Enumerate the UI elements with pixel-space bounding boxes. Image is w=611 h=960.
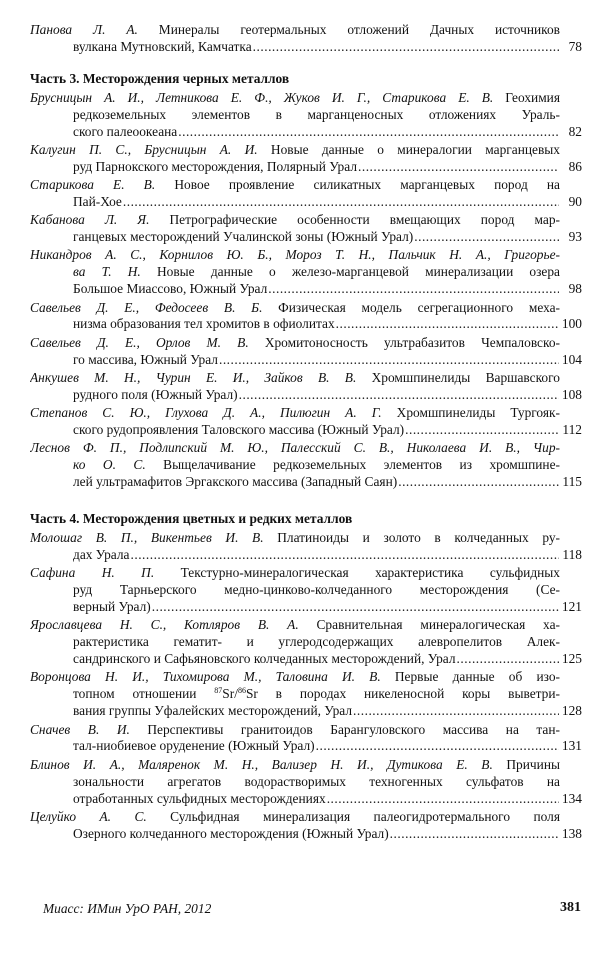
dot-leader (316, 738, 559, 755)
isotope-superscript: 87 (214, 686, 223, 696)
entry-title: дах Урала (73, 546, 130, 562)
entry-authors: Калугин П. С., Брусницын А. И. (30, 141, 258, 157)
dot-leader (268, 281, 559, 298)
toc-entry (30, 669, 582, 720)
entry-title: редкоземельных элементов в марганценосных отложениях Ураль- (73, 106, 560, 122)
entry-title: вулкана Мутновский, Камчатка (73, 38, 252, 54)
dot-leader (253, 39, 559, 56)
toc-entry (30, 212, 582, 246)
toc-entry (30, 247, 582, 298)
toc-entry (30, 335, 582, 369)
toc-entry (30, 530, 582, 564)
dot-leader (405, 422, 559, 439)
entry-title: зональности агрегатов водорастворимых техногенных сульфатов на (73, 773, 560, 789)
entry-authors: ко О. С. (73, 457, 146, 473)
entry-title: Геохимия (493, 89, 560, 105)
page-number: 381 (560, 900, 581, 915)
entry-title: верный Урал) (73, 599, 151, 614)
entry-authors: Сначев В. И. (30, 721, 130, 737)
dot-leader (123, 194, 559, 211)
toc-entry (30, 142, 582, 176)
entry-title: отработанных сульфидных месторождениях (73, 790, 326, 806)
entry-page-number: 82 (568, 123, 582, 139)
entry-authors: Брусницын А. И., Летникова Е. Ф., Жуков И. Г., Старикова Е. В. (30, 89, 494, 105)
entry-page-number: 100 (561, 316, 582, 332)
dot-leader (457, 651, 559, 668)
entry-page-number: 108 (561, 386, 582, 402)
toc-entry (30, 809, 582, 843)
entry-title: Новые данные о железо-марганцевой минерализации озера (140, 264, 560, 280)
entry-page-number: 125 (561, 651, 582, 667)
entry-authors: Целуйко А. С. (30, 808, 147, 824)
entry-title: Сравнительная минералогическая ха- (298, 617, 560, 633)
entry-authors: Воронцова Н. И., Тихомирова М., Таловина И. В. (30, 669, 381, 685)
entry-title: Физическая модель сегрегационного меха- (262, 299, 560, 315)
dot-leader (178, 124, 559, 141)
toc-entry (30, 565, 582, 616)
entry-title: Платиноиды и золото в колчеданных ру- (263, 529, 560, 545)
entry-title: Выщелачивание редкоземельных элементов из хромшпине- (145, 457, 560, 473)
toc-entry (30, 177, 582, 211)
dot-leader (398, 474, 559, 491)
entry-title: вания группы Уфалейских месторождений, Урал (73, 703, 353, 719)
entry-page-number: 98 (568, 281, 582, 297)
entry-title: низма образования тел хромитов в офиолитах (73, 316, 335, 332)
dot-leader (414, 229, 559, 246)
entry-title: Большое Миассово, Южный Урал (73, 281, 268, 297)
dot-leader (239, 387, 559, 404)
entry-title: Хромитоносность ультрабазитов Чемпаловско- (248, 334, 560, 350)
entry-page-number: 121 (561, 599, 582, 614)
dot-leader (152, 599, 559, 616)
entry-title: Пай-Хое (73, 193, 122, 209)
entry-title: рудного поля (Южный Урал) (73, 386, 238, 402)
entry-title: Петрографические особенности вмещающих пород мар- (149, 212, 560, 228)
entry-title: лей ультрамафитов Эргакского массива (Западный Саян) (73, 474, 398, 490)
entry-title: Перспективы гранитоидов Барангуловского массива на тан- (129, 721, 560, 737)
dot-leader (390, 826, 559, 843)
entry-title: го массива, Южный Урал (73, 351, 218, 367)
entry-authors: Молошаг В. П., Викентьев И. В. (30, 529, 264, 545)
section-heading: Часть 3. Месторождения черных металлов (30, 70, 290, 86)
entry-page-number: 104 (561, 351, 582, 367)
entry-title: руд Тарньерского медно-цинково-колчеданного месторождения (Се- (73, 582, 560, 598)
entry-page-number: 128 (561, 703, 582, 719)
toc-entry (30, 90, 582, 141)
entry-title: Текстурно-минералогическая характеристика сульфидных (154, 565, 560, 581)
entry-page-number: 134 (561, 790, 582, 806)
entry-page-number: 112 (562, 422, 582, 438)
entry-title: тал-ниобиевое оруденение (Южный Урал) (73, 738, 315, 754)
toc-entry (30, 722, 582, 756)
entry-title: Минералы геотермальных отложений Дачных источников (137, 22, 560, 37)
entry-title: Причины (492, 756, 560, 772)
entry-title: ского палеоокеана (73, 123, 178, 139)
entry-authors: Савельев Д. Е., Федосеев В. Б. (30, 299, 263, 315)
entry-title: Хромшпинелиды Варшавского (356, 369, 560, 385)
entry-title: топном отношении (73, 686, 215, 702)
dot-leader (336, 316, 559, 333)
entry-title: руд Парнокского месторождения, Полярный Урал (73, 158, 357, 174)
dot-leader (327, 791, 559, 808)
entry-authors: Панова Л. А. (30, 22, 138, 37)
dot-leader (358, 159, 559, 176)
dot-leader (219, 352, 559, 369)
toc-entry (30, 757, 582, 808)
publisher-footer: Миасс: ИМин УрО РАН, 2012 (43, 901, 212, 916)
entry-title: рактеристика гематит- и углеродсодержащих алевропелитов Алек- (73, 634, 560, 650)
toc-entry (30, 22, 582, 56)
entry-title: ского рудопроявления Таловского массива (Южный Урал) (73, 422, 405, 438)
entry-authors: Никандров А. С., Корнилов Ю. Б., Мороз Т. Н., Пальчик Н. А., Григорье- (30, 247, 560, 263)
entry-authors: Анкушев М. Н., Чурин Е. И., Зайков В. В. (30, 369, 357, 385)
entry-title: Sr/ (222, 686, 238, 702)
entry-page-number: 115 (562, 474, 582, 490)
entry-authors: Кабанова Л. Я. (30, 212, 150, 228)
entry-page-number: 78 (568, 38, 582, 54)
entry-authors: Савельев Д. Е., Орлов М. В. (30, 334, 249, 350)
dot-leader (353, 703, 559, 720)
entry-title: Сульфидная минерализация палеогидротермального поля (146, 808, 560, 824)
dot-leader (131, 547, 560, 564)
toc-entry (30, 405, 582, 439)
isotope-superscript: 86 (237, 686, 246, 696)
entry-title: Хромшпинелиды Тургояк- (381, 405, 560, 421)
table-of-contents (30, 22, 582, 843)
entry-authors: ва Т. Н. (73, 264, 141, 280)
entry-title: сандринского и Сафьяновского колчеданных месторождений, Урал (73, 651, 456, 667)
entry-title: Новые данные о минералогии марганцевых (257, 141, 560, 157)
entry-title: Новое проявление силикатных марганцевых пород на (155, 177, 560, 193)
entry-page-number: 93 (568, 229, 582, 245)
entry-authors: Старикова Е. В. (30, 177, 156, 193)
toc-entry (30, 440, 582, 491)
entry-page-number: 131 (561, 738, 582, 754)
entry-title: Первые данные об изо- (380, 669, 560, 685)
entry-authors: Ярославцева Н. С., Котляров В. А. (30, 617, 299, 633)
entry-authors: Степанов С. Ю., Глухова Д. А., Пилюгин А. Г. (30, 405, 382, 421)
toc-entry (30, 300, 582, 334)
entry-page-number: 86 (568, 158, 582, 174)
entry-title: Озерного колчеданного месторождения (Южный Урал) (73, 825, 389, 841)
entry-authors: Леснов Ф. П., Подлипский М. Ю., Палесский С. В., Николаева И. В., Чир- (30, 440, 560, 456)
toc-entry (30, 370, 582, 404)
entry-page-number: 90 (568, 193, 582, 209)
entry-authors: Блинов И. А., Маляренок М. Н., Вализер Н. И., Дутикова Е. В. (30, 756, 493, 772)
entry-authors: Сафина Н. П. (30, 565, 155, 581)
entry-title: Sr в породах никеленосной коры выветри- (245, 686, 560, 702)
entry-page-number: 138 (561, 825, 582, 841)
toc-entry (30, 617, 582, 668)
section-heading: Часть 4. Месторождения цветных и редких металлов (30, 511, 353, 527)
entry-page-number: 118 (562, 546, 582, 562)
entry-title: ганцевых месторождений Учалинской зоны (Южный Урал) (73, 229, 414, 245)
